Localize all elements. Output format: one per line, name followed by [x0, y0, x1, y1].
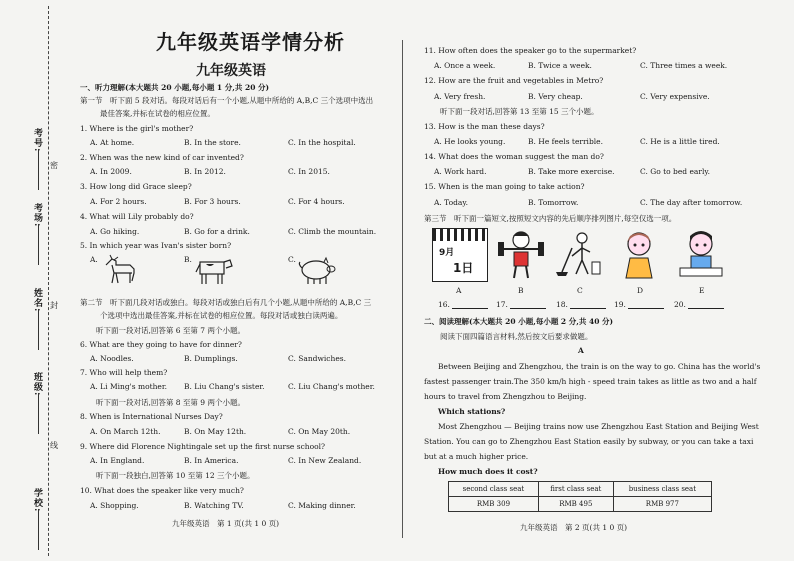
option-b[interactable]: B. He feels terrible. [528, 137, 603, 146]
question-text: 14. What does the woman suggest the man do? [424, 152, 604, 161]
girl-picture [612, 228, 666, 280]
class-label: 班级: [32, 372, 42, 397]
calendar-day: 1日 [453, 261, 474, 275]
option-b[interactable]: B. Twice a week. [528, 61, 592, 70]
question-text: 12. How are the fruit and vegetables in Metro? [424, 76, 604, 85]
question-text: 3. How long did Grace sleep? [80, 182, 192, 191]
exam-number-line [38, 150, 39, 190]
option-b[interactable]: B. In America. [184, 456, 239, 465]
option-c[interactable]: C. [288, 255, 296, 264]
blank-label: 17. [496, 300, 508, 309]
option-b[interactable]: B. Watching TV. [184, 501, 244, 510]
option-c[interactable]: C. Go to bed early. [640, 167, 710, 176]
binding-margin [0, 0, 58, 561]
passage-subheading: Which stations? [438, 407, 506, 416]
picture-label: B [518, 286, 524, 295]
option-a[interactable]: A. Once a week. [434, 61, 496, 70]
page-subtitle: 九年级英语 [196, 63, 266, 79]
option-b[interactable]: B. Dumplings. [184, 354, 238, 363]
blank-label: 18. [556, 300, 568, 309]
question-text: 8. When is International Nurses Day? [80, 412, 223, 421]
option-c[interactable]: C. For 4 hours. [288, 197, 345, 206]
calendar-month: 9月 [439, 248, 455, 258]
picture-label: A [456, 286, 462, 295]
option-a[interactable]: A. Noodles. [90, 354, 134, 363]
option-c[interactable]: C. In New Zealand. [288, 456, 362, 465]
table-cell: RMB 977 [613, 497, 711, 512]
passage-text: fastest passenger train.The 350 km/h high - speed train takes as little as two and a half [424, 377, 757, 386]
column-divider [402, 40, 403, 538]
seal-mark: 线 [50, 441, 58, 450]
table-header: second class seat [449, 482, 539, 497]
option-b[interactable]: B. Go for a drink. [184, 227, 250, 236]
listen-instruction: 听下面一段对话,回答第 8 至第 9 两个小题。 [96, 398, 245, 407]
option-a[interactable]: A. For 2 hours. [90, 197, 147, 206]
option-b[interactable]: B. On May 12th. [184, 427, 247, 436]
option-a[interactable]: A. Very fresh. [434, 92, 486, 101]
question-text: 10. What does the speaker like very much? [80, 486, 244, 495]
calendar-picture [432, 228, 488, 282]
question-text: 13. How is the man these days? [424, 122, 545, 131]
picture-label: C [577, 286, 583, 295]
passage-subheading: How much does it cost? [438, 467, 538, 476]
question-text: 11. How often does the speaker go to the supermarket? [424, 46, 637, 55]
page-footer: 九年级英语 第 2 页(共 1 0 页) [520, 523, 628, 532]
instruction-text: 阅读下面四篇语言材料,然后按文后要求做题。 [440, 332, 593, 341]
table-row [449, 482, 712, 497]
exam-room-label: 考场: [32, 203, 42, 228]
question-text: 7. Who will help them? [80, 368, 168, 377]
option-c[interactable]: C. He is a little tired. [640, 137, 720, 146]
pig-picture [296, 254, 338, 286]
option-a[interactable]: A. In England. [90, 456, 145, 465]
question-text: 4. What will Lily probably do? [80, 212, 194, 221]
blank-label: 20. [674, 300, 686, 309]
question-text: 1. Where is the girl's mother? [80, 124, 194, 133]
option-a[interactable]: A. Go hiking. [90, 227, 140, 236]
cut-line [48, 6, 49, 556]
blank-label: 19. [614, 300, 626, 309]
option-a[interactable]: A. Today. [434, 198, 469, 207]
option-b[interactable]: B. For 3 hours. [184, 197, 241, 206]
listen-instruction: 听下面一段对话,回答第 6 至第 7 两个小题。 [96, 326, 245, 335]
option-b[interactable]: B. [184, 255, 192, 264]
option-b[interactable]: B. Tomorrow. [528, 198, 579, 207]
question-text: 5. In which year was Ivan's sister born? [80, 241, 232, 250]
passage-text: Between Beijing and Zhengzhou, the train is on the way to go. China has the world's [438, 362, 761, 371]
exam-number-label: 考号: [32, 128, 42, 153]
horse-picture [100, 251, 140, 285]
answer-blank[interactable] [570, 308, 606, 309]
option-b[interactable]: B. In the store. [184, 138, 241, 147]
page-footer: 九年级英语 第 1 页(共 1 0 页) [172, 519, 280, 528]
option-a[interactable]: A. In 2009. [90, 167, 132, 176]
seal-mark: 封 [50, 301, 58, 310]
option-c[interactable]: C. Making dinner. [288, 501, 356, 510]
option-c[interactable]: C. Liu Chang's mother. [288, 382, 375, 391]
listen-instruction: 听下面一段对话,回答第 13 至第 15 三个小题。 [440, 107, 599, 116]
instruction-text: 最佳答案,并标在试卷的相应位置。 [100, 109, 215, 118]
school-line [38, 510, 39, 550]
answer-blank[interactable] [452, 308, 488, 309]
option-c[interactable]: C. On May 20th. [288, 427, 351, 436]
option-a[interactable]: A. He looks young. [434, 137, 506, 146]
sweeping-picture [552, 228, 606, 280]
passage-text: Most Zhengzhou — Beijing trains now use Zhengzhou East Station and Beijing West [438, 422, 759, 431]
option-c[interactable]: C. Very expensive. [640, 92, 710, 101]
instruction-text: 第三节 听下面一篇短文,按照短文内容的先后顺序排列图片,每空仅选一项。 [424, 214, 677, 223]
option-c[interactable]: C. Sandwiches. [288, 354, 347, 363]
seal-mark: 密 [50, 161, 58, 170]
answer-blank[interactable] [510, 308, 546, 309]
table-header: first class seat [538, 482, 613, 497]
instruction-text: 第一节 听下面 5 段对话。每段对话后有一个小题,从题中所给的 A,B,C 三个选项中选出 [80, 96, 374, 105]
weightlifting-boy-picture [494, 228, 548, 280]
table-header: business class seat [613, 482, 711, 497]
option-b[interactable]: B. Very cheap. [528, 92, 583, 101]
studying-boy-picture [674, 228, 728, 280]
answer-blank[interactable] [688, 308, 724, 309]
instruction-text: 个选项中选出最佳答案,并标在试卷的相应位置。每段对话或独白读两遍。 [100, 311, 343, 320]
name-label: 姓名: [32, 288, 42, 313]
option-a[interactable]: A. Li Ming's mother. [90, 382, 168, 391]
option-c[interactable]: C. The day after tomorrow. [640, 198, 743, 207]
class-line [38, 394, 39, 434]
passage-text: but at a much higher price. [424, 452, 529, 461]
question-text: 6. What are they going to have for dinner? [80, 340, 242, 349]
option-c[interactable]: C. Three times a week. [640, 61, 728, 70]
price-table [448, 481, 712, 512]
page-title: 九年级英语学情分析 [156, 30, 345, 54]
option-b[interactable]: B. In 2012. [184, 167, 226, 176]
name-line [38, 310, 39, 350]
option-a[interactable]: A. [90, 255, 98, 264]
table-cell: RMB 309 [449, 497, 539, 512]
option-b[interactable]: B. Liu Chang's sister. [184, 382, 265, 391]
passage-label: A [578, 346, 584, 355]
option-a[interactable]: A. At home. [90, 138, 135, 147]
table-cell: RMB 495 [538, 497, 613, 512]
question-text: 9. Where did Florence Nightingale set up the first nurse school? [80, 442, 326, 451]
option-a[interactable]: A. Work hard. [434, 167, 487, 176]
passage-text: hours to travel from Zhengzhou to Beijing. [424, 392, 587, 401]
option-a[interactable]: A. Shopping. [90, 501, 139, 510]
blank-label: 16. [438, 300, 450, 309]
picture-label: D [637, 286, 644, 295]
picture-label: E [699, 286, 705, 295]
question-text: 2. When was the new kind of car invented? [80, 153, 244, 162]
school-label: 学校: [32, 488, 42, 513]
option-b[interactable]: B. Take more exercise. [528, 167, 615, 176]
cow-picture [192, 254, 234, 286]
option-a[interactable]: A. On March 12th. [90, 427, 161, 436]
instruction-text: 第二节 听下面几段对话或独白。每段对话或独白后有几个小题,从题中所给的 A,B,C 三 [80, 298, 372, 307]
passage-text: Station. You can go to Zhengzhou East Station easily by subway, or you can take a taxi [424, 437, 754, 446]
question-text: 15. When is the man going to take action? [424, 182, 585, 191]
option-c[interactable]: C. Climb the mountain. [288, 227, 377, 236]
table-row [449, 497, 712, 512]
listen-instruction: 听下面一段独白,回答第 10 至第 12 三个小题。 [96, 471, 255, 480]
section-heading: 二、阅读理解(本大题共 20 小题,每小题 2 分,共 40 分) [424, 317, 614, 326]
answer-blank[interactable] [628, 308, 664, 309]
option-c[interactable]: C. In the hospital. [288, 138, 356, 147]
option-c[interactable]: C. In 2015. [288, 167, 330, 176]
exam-room-line [38, 225, 39, 265]
section-heading: 一、听力理解(本大题共 20 小题,每小题 1 分,共 20 分) [80, 83, 270, 92]
